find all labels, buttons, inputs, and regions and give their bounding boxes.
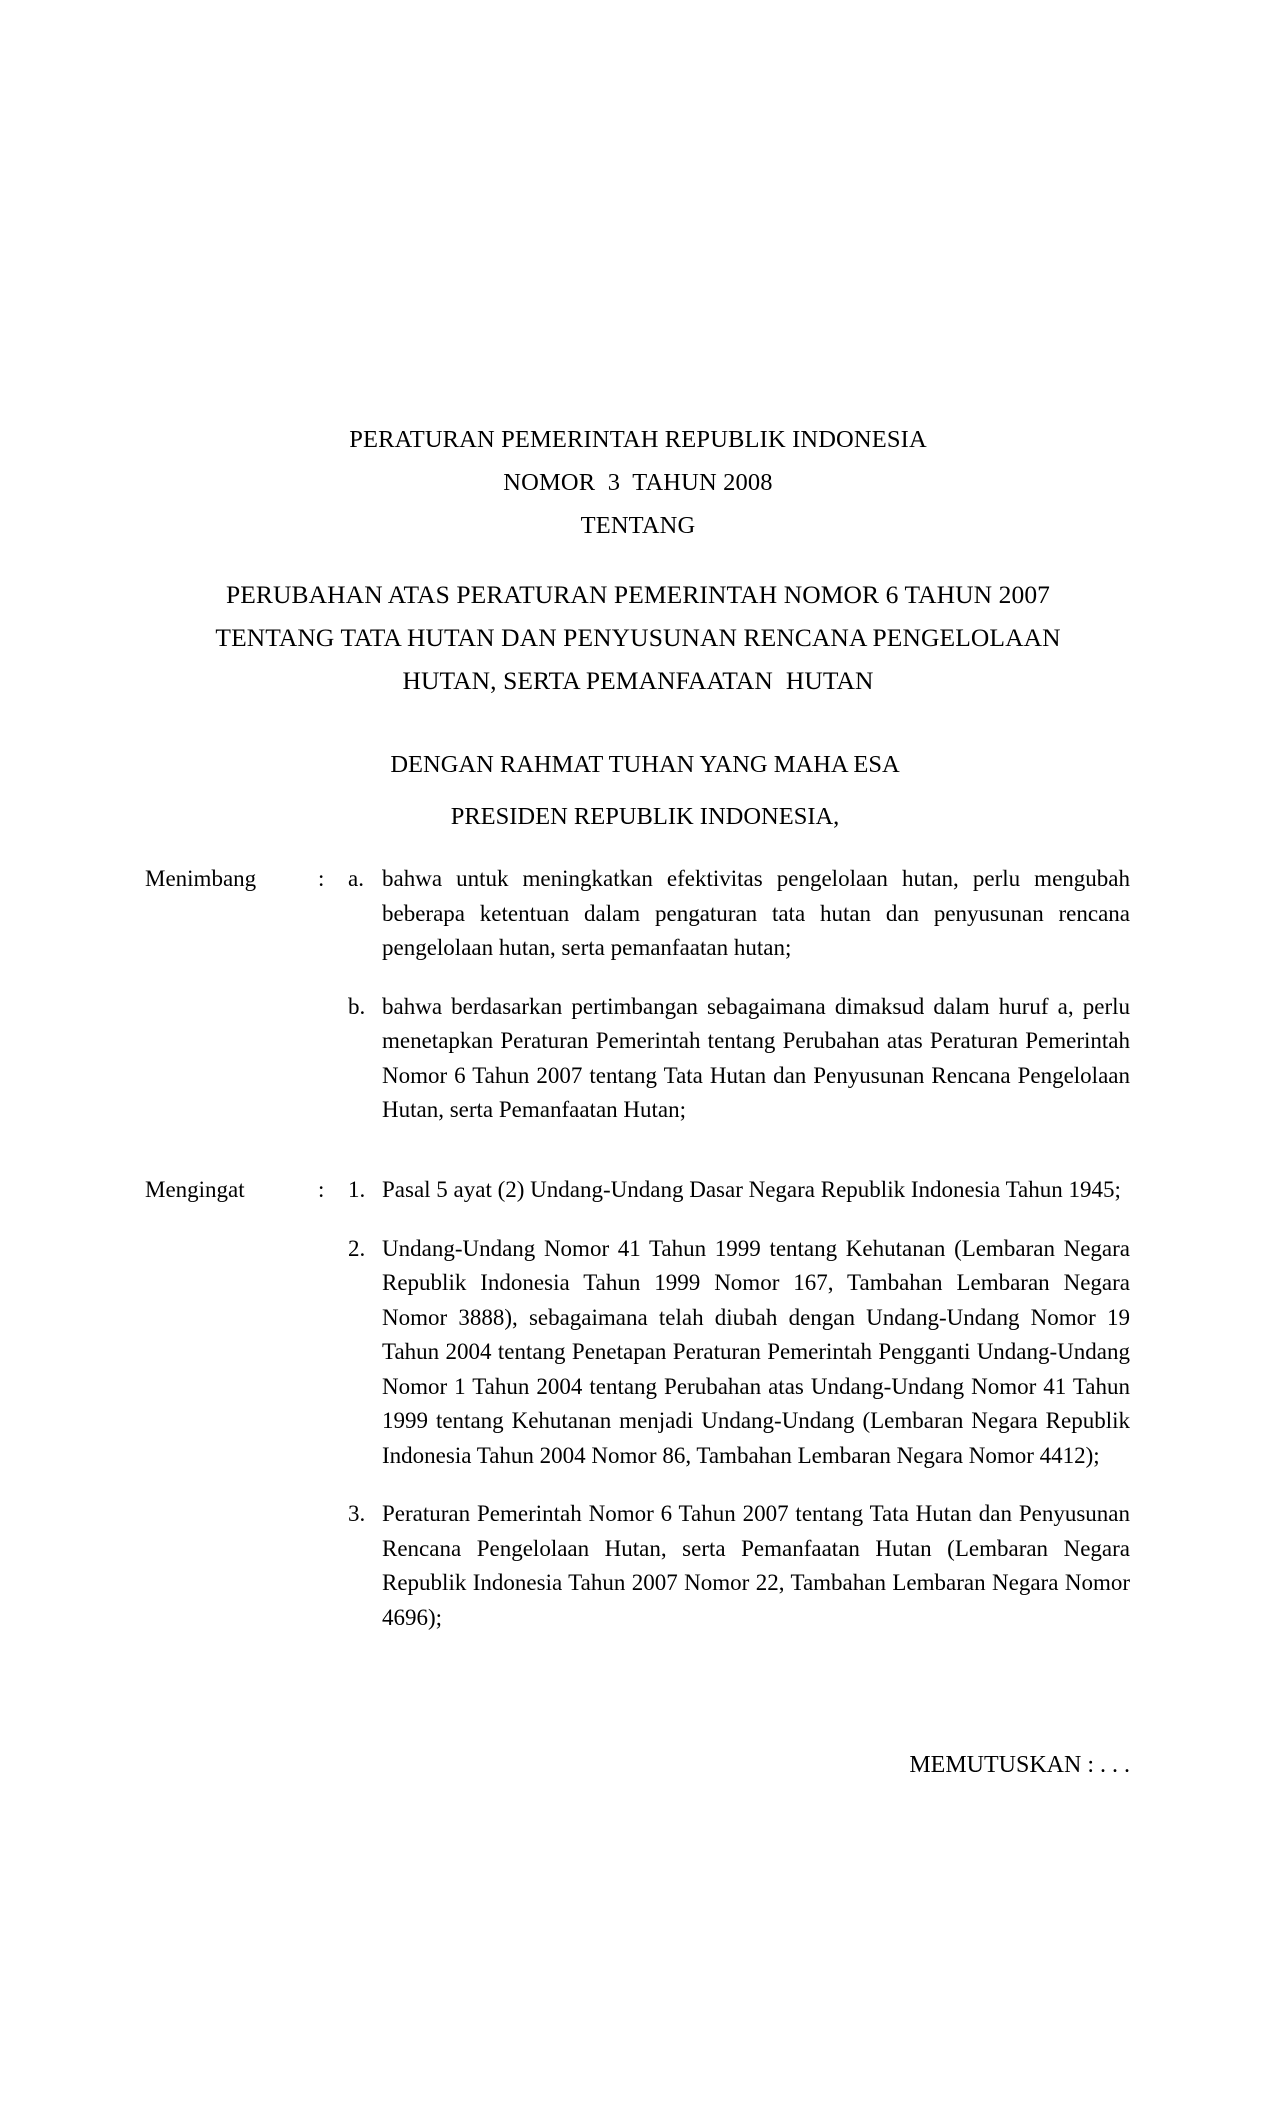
list-item (348, 990, 1136, 1128)
page-title-line-2: NOMOR 3 TAHUN 2008 (503, 469, 773, 496)
clause-items-menimbang (348, 862, 1136, 1128)
document-subject-line-3: HUTAN, SERTA PEMANFAATAN HUTAN (402, 666, 874, 695)
page-title-line-3: TENTANG (580, 512, 696, 539)
list-item-marker: b. (348, 993, 366, 1019)
list-item-text: Pasal 5 ayat (2) Undang-Undang Dasar Negara Republik Indonesia Tahun 1945; (382, 1177, 1121, 1202)
preamble-authority-wrapper (145, 800, 1145, 834)
document-subject-line-1: PERUBAHAN ATAS PERATURAN PEMERINTAH NOMOR 6 TAHUN 2007 (225, 580, 1051, 609)
list-item (348, 1232, 1142, 1474)
clause-label-menimbang: Menimbang (145, 866, 257, 891)
list-item (348, 1173, 1130, 1208)
page-continuation-note: MEMUTUSKAN : . . . (909, 1752, 1130, 1778)
title-spacer (145, 547, 1131, 573)
list-item-marker: 3. (348, 1501, 366, 1526)
list-item (348, 1497, 1136, 1635)
list-item-text: bahwa untuk meningkatkan efektivitas pengelolaan hutan, perlu mengubah beberapa ketentuan dalam pengaturan tata hutan dan penyusunan rencana pengelolaan hutan, serta pemanfaatan hutan; (382, 866, 1136, 960)
page-title-line-1: PERATURAN PEMERINTAH REPUBLIK INDONESIA (349, 426, 927, 453)
list-item-marker: a. (348, 866, 364, 891)
preamble-invocation-wrapper (145, 748, 1145, 782)
list-item-text: Undang-Undang Nomor 41 Tahun 1999 tentang Kehutanan (Lembaran Negara Republik Indonesia Tahun 1999 Nomor 167, Tambahan Lembaran Negara Nomor 3888), sebagaimana telah diubah dengan Undang-Undang Nomor 19 Tahun 2004 tentang Penetapan Peraturan Pemerintah Pengganti Undang-Undang Nomor 1 Tahun 2004 tentang Perubahan atas Undang-Undang Nomor 41 Tahun 1999 tentang Kehutanan menjadi Undang-Undang (Lembaran Negara Republik Indonesia Tahun 2004 Nomor 86, Tambahan Lembaran Negara Nomor 4412); (382, 1235, 1142, 1468)
document-title-block (145, 418, 1131, 702)
list-item-text: Peraturan Pemerintah Nomor 6 Tahun 2007 tentang Tata Hutan dan Penyusunan Rencana Pengelolaan Hutan, serta Pemanfaatan Hutan (Lembaran Negara Republik Indonesia Tahun 2007 Nomor 22, Tambahan Lembaran Negara Nomor 4696); (382, 1501, 1136, 1630)
list-item (348, 862, 1136, 966)
list-item-text: bahwa berdasarkan pertimbangan sebagaimana dimaksud dalam huruf a, perlu menetapkan Peraturan Pemerintah tentang Perubahan atas Peraturan Pemerintah Nomor 6 Tahun 2007 tentang Tata Hutan dan Penyusunan Rencana Pengelolaan Hutan, serta Pemanfaatan Hutan; (382, 993, 1136, 1122)
clause-colon-menimbang: : (318, 866, 325, 891)
preamble-authority: PRESIDEN REPUBLIK INDONESIA, (450, 803, 840, 830)
list-item-marker: 1. (348, 1177, 366, 1202)
clause-items-mengingat (348, 1173, 1142, 1635)
clause-label-mengingat: Mengingat (145, 1177, 245, 1202)
preamble-invocation: DENGAN RAHMAT TUHAN YANG MAHA ESA (390, 751, 900, 778)
list-item-marker: 2. (348, 1235, 366, 1261)
clause-colon-mengingat: : (318, 1177, 325, 1202)
document-subject-line-2: TENTANG TATA HUTAN DAN PENYUSUNAN RENCANA PENGELOLAAN (215, 623, 1061, 652)
